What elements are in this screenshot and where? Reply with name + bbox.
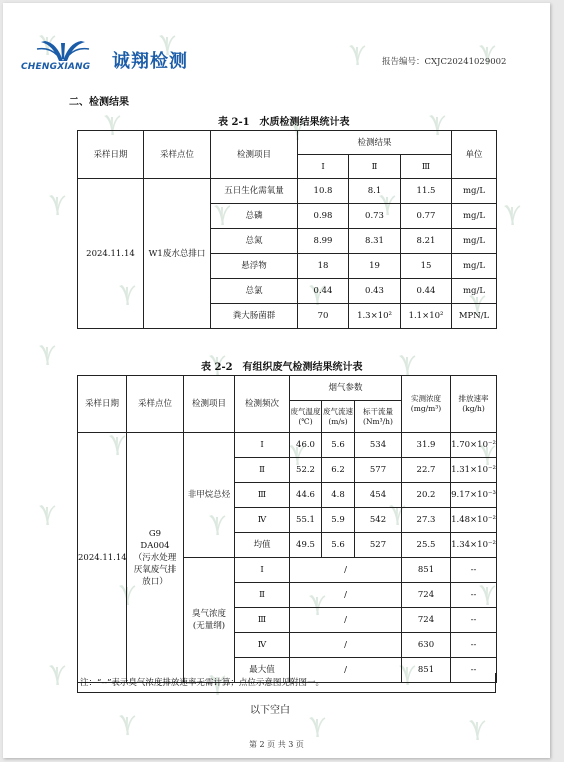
table-cell: mg/L xyxy=(452,204,497,229)
table-cell: Ⅲ xyxy=(235,608,290,633)
watermark-icon xyxy=(33,343,61,371)
table-cell: 454 xyxy=(355,483,402,508)
header-item: 检测项目 xyxy=(184,376,235,433)
page-number: 第 2 页 共 3 页 xyxy=(249,740,304,749)
header-r3: Ⅲ xyxy=(401,155,452,179)
table-cell: 18 xyxy=(298,254,349,279)
table-cell: 10.8 xyxy=(298,179,349,204)
table-cell: Ⅳ xyxy=(235,633,290,658)
table-cell: 1.3×10² xyxy=(349,304,401,329)
header-velocity: 废气流速(m/s) xyxy=(322,401,355,433)
table-cell: 19 xyxy=(349,254,401,279)
table-cell: 均值 xyxy=(235,533,290,558)
company-logo xyxy=(21,41,211,75)
table-cell: 11.5 xyxy=(401,179,452,204)
table-cell: mg/L xyxy=(452,179,497,204)
table-cell: 1.48×10⁻² xyxy=(451,508,497,533)
table-cell: MPN/L xyxy=(452,304,497,329)
header-flow: 标干流量(Nm³/h) xyxy=(355,401,402,433)
table-cell: 悬浮物 xyxy=(211,254,298,279)
header-unit: 单位 xyxy=(452,131,497,179)
table-cell: 851 xyxy=(402,558,451,583)
brand-chinese: 诚翔检测 xyxy=(112,51,188,72)
table-cell: mg/L xyxy=(452,279,497,304)
table-cell: -- xyxy=(451,583,497,608)
table-cell: / xyxy=(290,608,402,633)
point-line: 放口） xyxy=(142,576,168,587)
table-cell: 总氯 xyxy=(211,279,298,304)
table-cell: 49.5 xyxy=(290,533,322,558)
table-cell: 527 xyxy=(355,533,402,558)
sample-date: 2024.11.14 xyxy=(78,179,144,329)
table-note: 注：“--”表示臭气浓度排放速率无需计算；点位示意图见附图一。 xyxy=(77,673,496,693)
table-cell: 粪大肠菌群 xyxy=(211,304,298,329)
table-cell: 0.44 xyxy=(401,279,452,304)
header-date: 采样日期 xyxy=(78,376,127,433)
table-cell: 44.6 xyxy=(290,483,322,508)
table-cell: 1.31×10⁻² xyxy=(451,458,497,483)
header-result: 检测结果 xyxy=(298,131,452,155)
odor-line: (无量纲) xyxy=(192,621,226,631)
table-cell: 1.1×10² xyxy=(401,304,452,329)
table-cell: Ⅲ xyxy=(235,483,290,508)
table-cell: / xyxy=(290,633,402,658)
table-cell: Ⅳ xyxy=(235,508,290,533)
item-nmhc: 非甲烷总烃 xyxy=(184,433,235,558)
table-cell: Ⅱ xyxy=(235,583,290,608)
sample-point: W1废水总排口 xyxy=(144,179,211,329)
header-point: 采样点位 xyxy=(127,376,184,433)
table-cell: 0.98 xyxy=(298,204,349,229)
table-cell: / xyxy=(290,658,402,683)
table-cell: 724 xyxy=(402,608,451,633)
table-cell: 0.73 xyxy=(349,204,401,229)
header-concentration: 实测浓度(mg/m³) xyxy=(402,376,451,433)
table-cell: 577 xyxy=(355,458,402,483)
table-cell: / xyxy=(290,558,402,583)
table-cell: / xyxy=(290,583,402,608)
logo-mark-icon xyxy=(35,41,91,63)
table-cell: 5.9 xyxy=(322,508,355,533)
table-cell: Ⅰ xyxy=(235,433,290,458)
table-cell: -- xyxy=(451,608,497,633)
table-cell: 总氮 xyxy=(211,229,298,254)
table-cell: -- xyxy=(451,558,497,583)
table-cell: 8.99 xyxy=(298,229,349,254)
table-cell: 22.7 xyxy=(402,458,451,483)
report-number: 报告编号：CXJC20241029002 xyxy=(382,57,507,67)
point-line: DA004 xyxy=(140,540,170,551)
table-cell: 27.3 xyxy=(402,508,451,533)
table-cell: 8.31 xyxy=(349,229,401,254)
table-cell: mg/L xyxy=(452,254,497,279)
brand-english: CHENGXIANG xyxy=(21,62,91,72)
header-emission-rate: 排放速率(kg/h) xyxy=(451,376,497,433)
watermark-icon xyxy=(303,715,331,743)
table-cell: 9.17×10⁻³ xyxy=(451,483,497,508)
header-temperature: 废气温度(℃) xyxy=(290,401,322,433)
header-date: 采样日期 xyxy=(78,131,144,179)
report-page xyxy=(3,3,550,758)
table-cell: 4.8 xyxy=(322,483,355,508)
header-r1: Ⅰ xyxy=(298,155,349,179)
table-cell: Ⅰ xyxy=(235,558,290,583)
table-cell: 46.0 xyxy=(290,433,322,458)
sample-point xyxy=(127,433,184,683)
table-cell: -- xyxy=(451,633,497,658)
table-cell: 630 xyxy=(402,633,451,658)
water-quality-table xyxy=(77,130,497,329)
table-cell: 8.1 xyxy=(349,179,401,204)
table-cell: 70 xyxy=(298,304,349,329)
watermark-icon xyxy=(43,663,71,691)
table-cell: 最大值 xyxy=(235,658,290,683)
table-cell: 8.21 xyxy=(401,229,452,254)
header-point: 采样点位 xyxy=(144,131,211,179)
table-cell: 0.43 xyxy=(349,279,401,304)
watermark-icon xyxy=(43,193,71,221)
header-r2: Ⅱ xyxy=(349,155,401,179)
table-cell: 542 xyxy=(355,508,402,533)
header-flue-params: 烟气参数 xyxy=(290,376,402,401)
table-cell: 724 xyxy=(402,583,451,608)
point-line: 厌氧废气排 xyxy=(133,564,177,575)
watermark-icon xyxy=(498,203,526,231)
table-cell: mg/L xyxy=(452,229,497,254)
exhaust-gas-table xyxy=(77,375,497,683)
table-cell: 31.9 xyxy=(402,433,451,458)
table-cell: 52.2 xyxy=(290,458,322,483)
table-cell: 15 xyxy=(401,254,452,279)
table-cell: 1.70×10⁻² xyxy=(451,433,497,458)
table-cell: Ⅱ xyxy=(235,458,290,483)
table-cell: 851 xyxy=(402,658,451,683)
table-cell: 0.44 xyxy=(298,279,349,304)
header-frequency: 检测频次 xyxy=(235,376,290,433)
table-cell: 55.1 xyxy=(290,508,322,533)
table-cell: 1.34×10⁻² xyxy=(451,533,497,558)
watermark-icon xyxy=(343,43,371,71)
table-cell: 6.2 xyxy=(322,458,355,483)
table-cell: 534 xyxy=(355,433,402,458)
odor-line: 臭气浓度 xyxy=(191,609,226,619)
header-item: 检测项目 xyxy=(211,131,298,179)
end-marker: 以下空白 xyxy=(250,705,290,716)
table-cell: 5.6 xyxy=(322,533,355,558)
table-cell: 0.77 xyxy=(401,204,452,229)
table-cell: 5.6 xyxy=(322,433,355,458)
table-cell: 五日生化需氧量 xyxy=(211,179,298,204)
table-cell: 总磷 xyxy=(211,204,298,229)
table-cell: 25.5 xyxy=(402,533,451,558)
section-title: 二、检测结果 xyxy=(69,97,129,108)
point-line: （污水处理 xyxy=(133,552,177,563)
watermark-icon xyxy=(113,713,141,741)
table2-caption: 表 2-2 有组织废气检测结果统计表 xyxy=(201,362,363,373)
watermark-icon xyxy=(33,503,61,531)
table-cell: 20.2 xyxy=(402,483,451,508)
item-odor xyxy=(184,558,235,683)
point-line: G9 xyxy=(148,528,162,539)
table-cell: -- xyxy=(451,658,497,683)
watermark-icon xyxy=(463,718,491,746)
sample-date: 2024.11.14 xyxy=(78,433,127,683)
table1-caption: 表 2-1 水质检测结果统计表 xyxy=(218,117,350,128)
